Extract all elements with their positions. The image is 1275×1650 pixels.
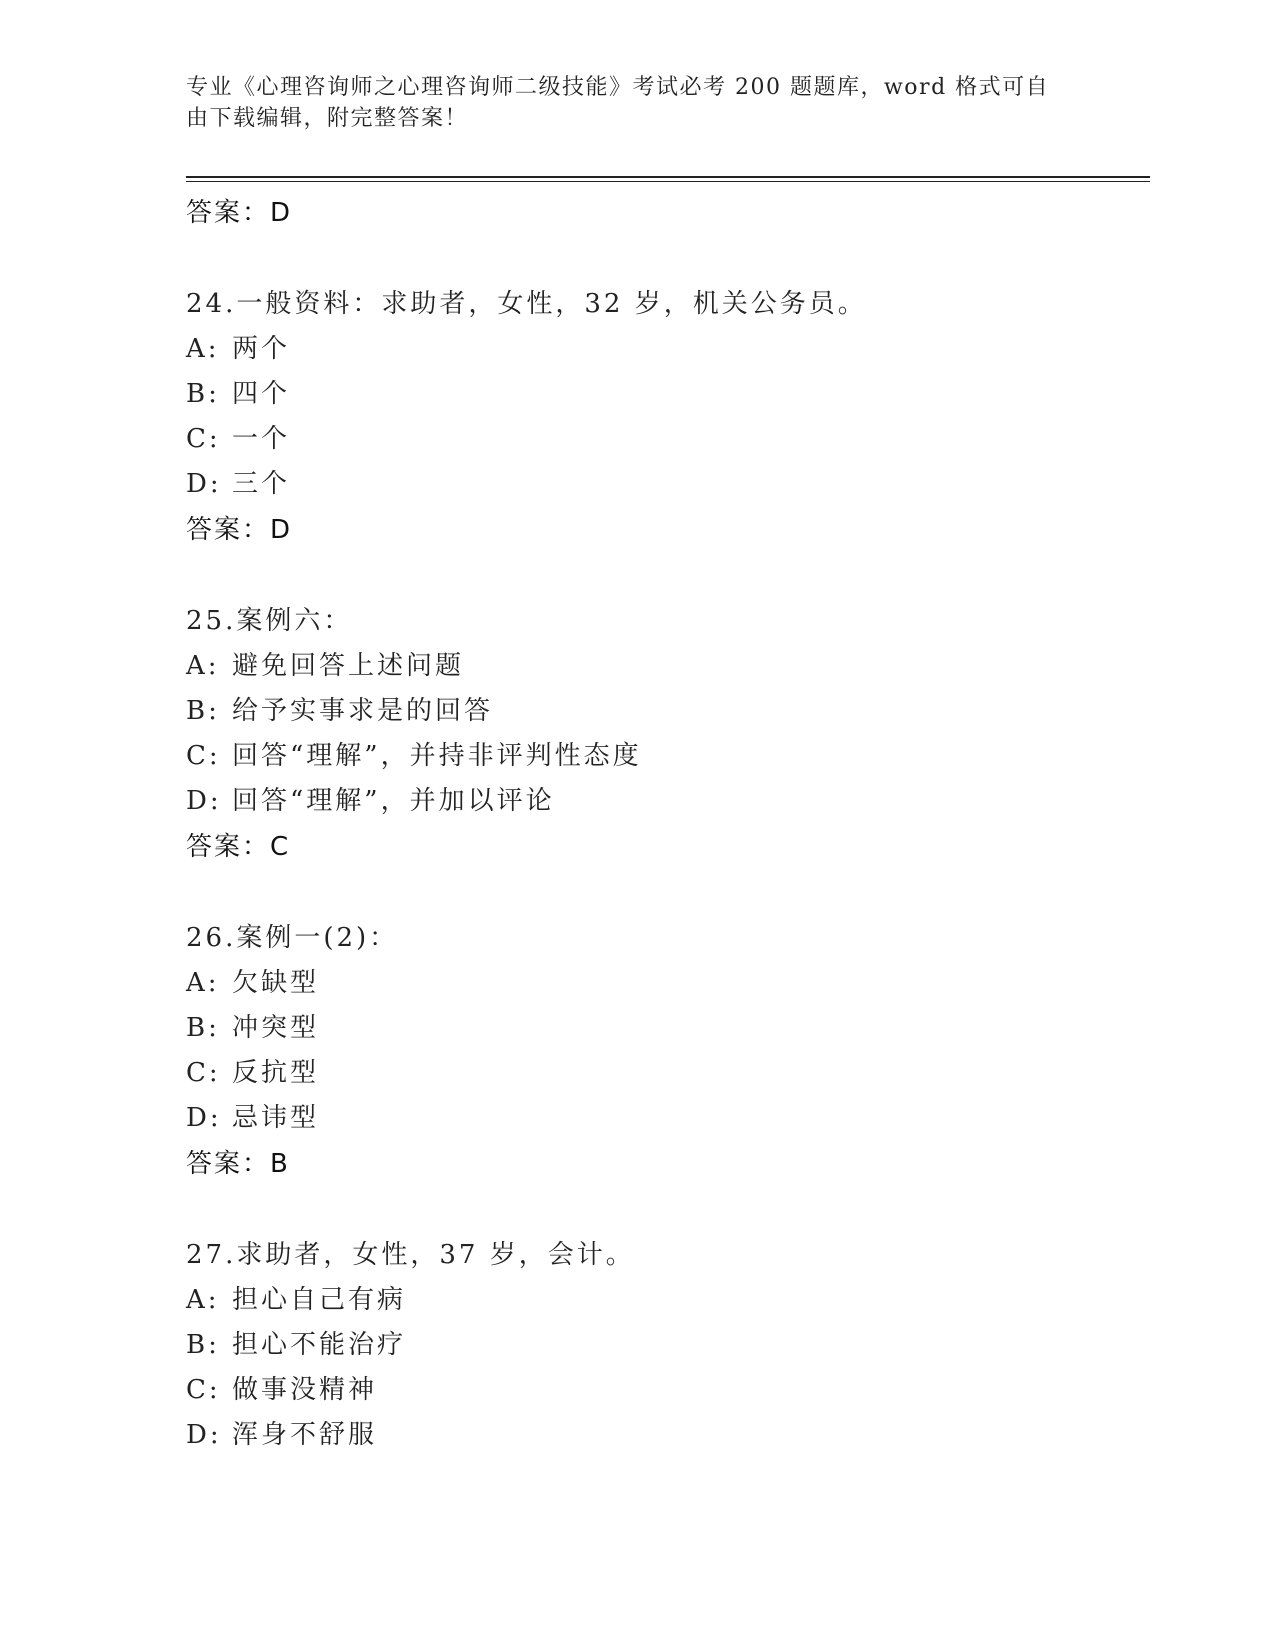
option-label: C: xyxy=(186,424,221,454)
question-block-27 xyxy=(186,1232,1146,1458)
question-block-24 xyxy=(186,281,1146,553)
answer-line: 答案：B xyxy=(186,1149,290,1179)
question-text: 27.求助者，女性，37 岁，会计。 xyxy=(186,1240,635,1270)
option-text: 浑身不舒服 xyxy=(232,1420,378,1450)
option-text: 一个 xyxy=(232,424,291,454)
option-text: 担心自己有病 xyxy=(232,1285,407,1315)
question-block-26 xyxy=(186,915,1146,1187)
option-label: D: xyxy=(186,786,222,816)
option-label: B: xyxy=(186,379,220,409)
option-a xyxy=(186,327,1146,372)
option-b xyxy=(186,1323,1146,1368)
option-text: 反抗型 xyxy=(232,1058,320,1088)
option-text: 欠缺型 xyxy=(232,968,320,998)
spacer xyxy=(186,1187,1146,1232)
option-label: A: xyxy=(186,968,220,998)
option-d xyxy=(186,1413,1146,1458)
option-label: D: xyxy=(186,469,222,499)
spacer xyxy=(186,870,1146,915)
spacer xyxy=(186,553,1146,598)
option-a xyxy=(186,961,1146,1006)
option-text: 冲突型 xyxy=(232,1013,320,1043)
question-list xyxy=(186,190,1146,1458)
answer-line: 答案：C xyxy=(186,832,291,862)
option-text: 给予实事求是的回答 xyxy=(232,696,494,726)
option-text: 忌讳型 xyxy=(232,1103,320,1133)
option-label: A: xyxy=(186,1285,220,1315)
question-text: 24.一般资料：求助者，女性，32 岁，机关公务员。 xyxy=(186,289,867,319)
header-line-2: 由下载编辑，附完整答案！ xyxy=(186,106,469,131)
question-text: 26.案例一(2)： xyxy=(186,923,399,953)
option-text: 担心不能治疗 xyxy=(232,1330,407,1360)
option-text: 做事没精神 xyxy=(232,1375,378,1405)
header-line-1: 专业《心理咨询师之心理咨询师二级技能》考试必考 200 题题库，word 格式可自 xyxy=(186,75,1050,100)
option-d xyxy=(186,1096,1146,1141)
option-c xyxy=(186,417,1146,462)
option-a xyxy=(186,644,1146,689)
option-b xyxy=(186,372,1146,417)
option-d xyxy=(186,462,1146,507)
document-header xyxy=(186,72,1066,134)
option-text: 三个 xyxy=(232,469,291,499)
option-label: B: xyxy=(186,1330,220,1360)
option-text: 回答“理解”，并加以评论 xyxy=(232,786,555,816)
previous-answer: 答案：D xyxy=(186,198,293,228)
option-label: B: xyxy=(186,1013,220,1043)
option-text: 避免回答上述问题 xyxy=(232,651,465,681)
option-label: C: xyxy=(186,1058,221,1088)
option-label: C: xyxy=(186,741,221,771)
header-rule-thin xyxy=(186,181,1150,182)
option-text: 两个 xyxy=(232,334,291,364)
option-c xyxy=(186,1051,1146,1096)
option-label: B: xyxy=(186,696,220,726)
question-text: 25.案例六： xyxy=(186,606,353,636)
option-text: 四个 xyxy=(232,379,291,409)
option-label: D: xyxy=(186,1420,222,1450)
option-label: A: xyxy=(186,651,220,681)
option-text: 回答“理解”，并持非评判性态度 xyxy=(232,741,642,771)
option-label: A: xyxy=(186,334,220,364)
answer-line: 答案：D xyxy=(186,515,293,545)
option-a xyxy=(186,1278,1146,1323)
option-c xyxy=(186,734,1146,779)
option-label: C: xyxy=(186,1375,221,1405)
question-block-25 xyxy=(186,598,1146,870)
option-c xyxy=(186,1368,1146,1413)
header-rule-thick xyxy=(186,176,1150,178)
spacer xyxy=(186,236,1146,281)
option-b xyxy=(186,1006,1146,1051)
option-d xyxy=(186,779,1146,824)
option-label: D: xyxy=(186,1103,222,1133)
option-b xyxy=(186,689,1146,734)
